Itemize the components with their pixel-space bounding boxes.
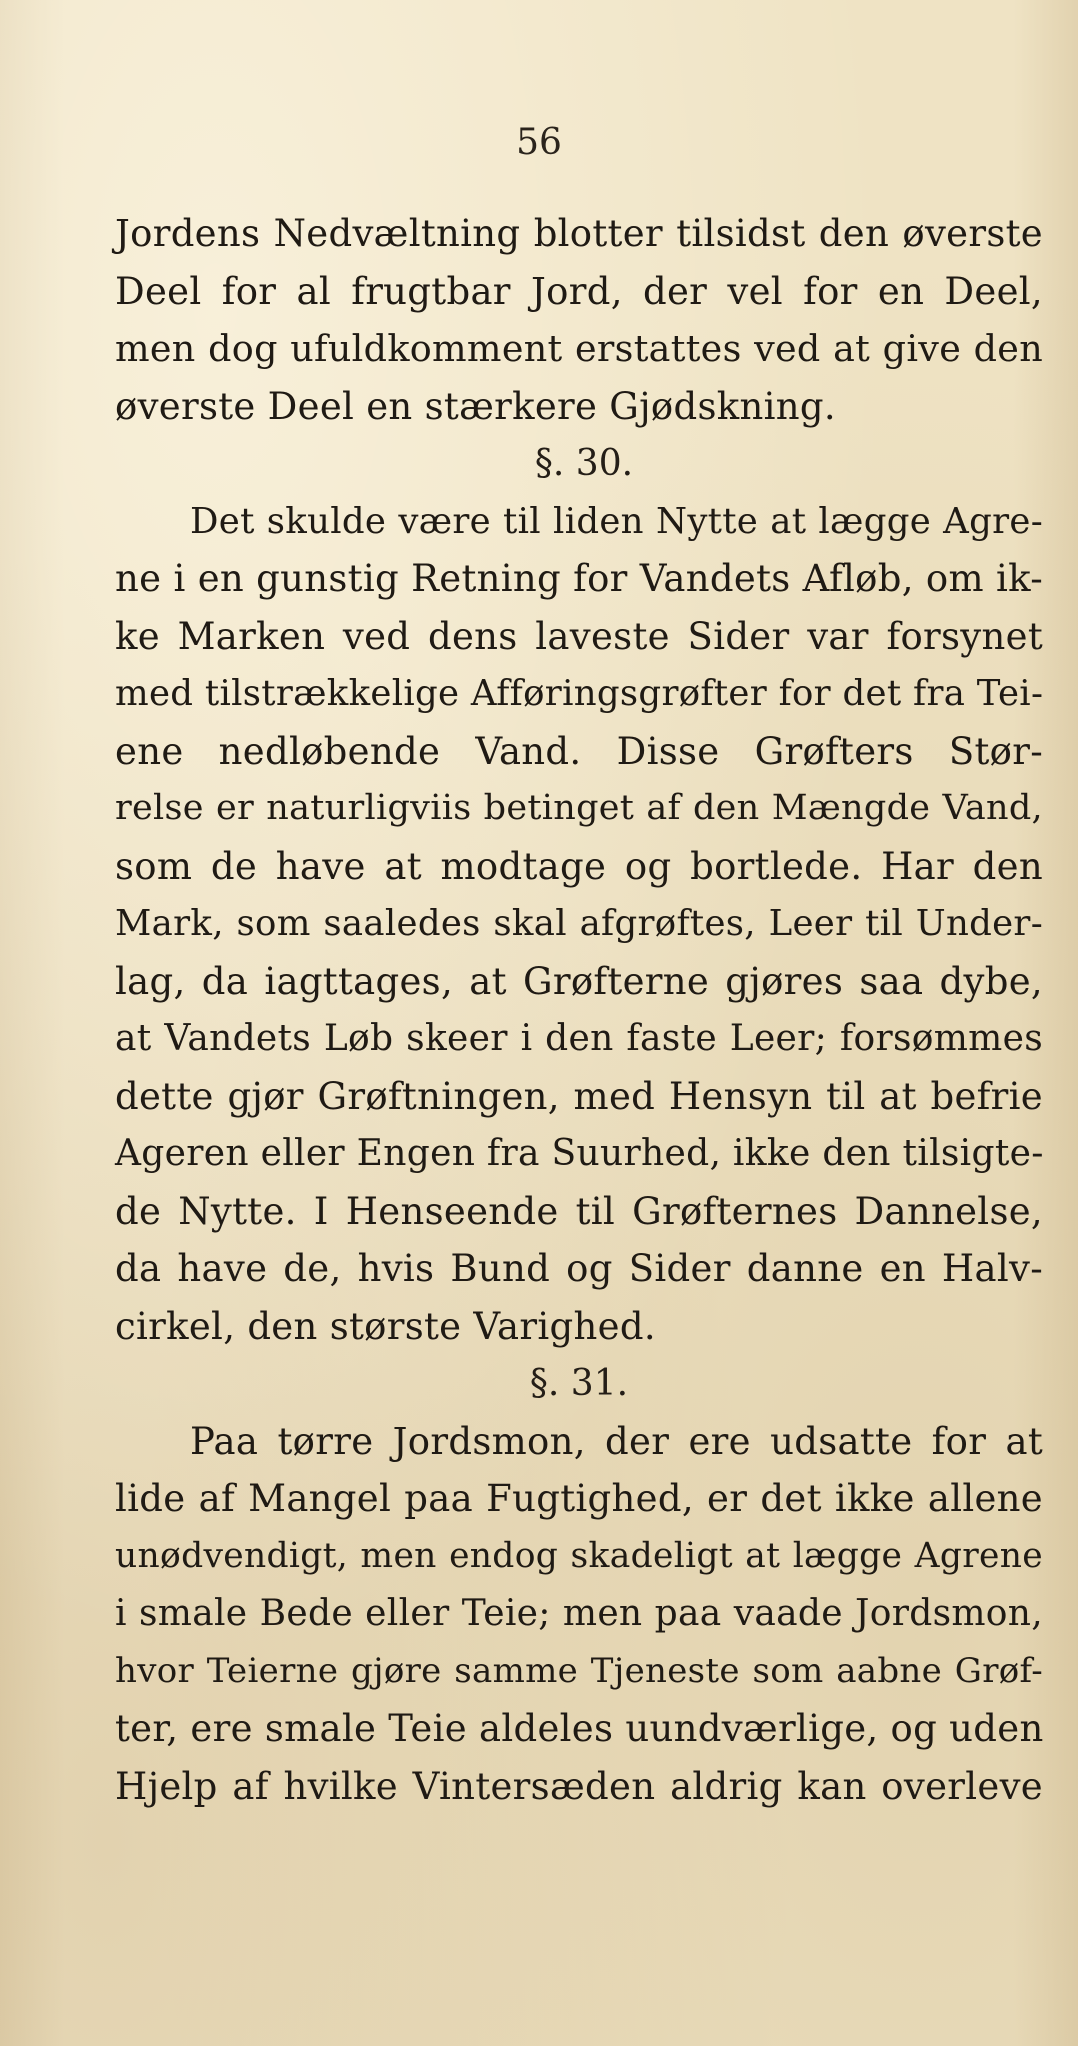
text-line: men dog ufuldkomment erstattes ved at give den: [115, 327, 1043, 370]
text-line: hvor Teierne gjøre samme Tjeneste som aabne Grøf-: [115, 1650, 1043, 1691]
text-line: Mark, som saaledes skal afgrøftes, Leer til Under-: [115, 903, 1043, 944]
section-heading-30: §. 30.: [534, 443, 634, 484]
paragraph-section-31: [115, 1413, 1043, 1816]
text-line: Deel for al frugtbar Jord, der vel for en Deel,: [115, 269, 1043, 313]
body-text: [115, 205, 1043, 1815]
text-line: ke Marken ved dens laveste Sider var forsynet: [115, 614, 1043, 658]
text-line: øverste Deel en stærkere Gjødskning.: [115, 384, 836, 428]
text-line: de Nytte. I Henseende til Grøfternes Dannelse,: [115, 1189, 1043, 1233]
text-line: med tilstrækkelige Afføringsgrøfter for det fra Tei-: [115, 673, 1044, 714]
text-line: Jordens Nedvæltning blotter tilsidst den øverste: [115, 212, 1043, 255]
text-line: i smale Bede eller Teie; men paa vaade Jordsmon,: [115, 1593, 1043, 1634]
text-line: relse er naturligviis betinget af den Mængde Vand,: [115, 788, 1043, 828]
text-line: Ageren eller Engen fra Suurhed, ikke den tilsigte-: [115, 1133, 1044, 1174]
text-line: Hjelp af hvilke Vintersæden aldrig kan overleve: [115, 1764, 1043, 1808]
section-heading-31: §. 31.: [529, 1363, 629, 1404]
text-line: cirkel, den største Varighed.: [115, 1304, 656, 1348]
text-line: lide af Mangel paa Fugtighed, er det ikke allene: [115, 1477, 1043, 1520]
text-line: lag, da iagttages, at Grøfterne gjøres saa dybe,: [115, 959, 1043, 1003]
text-line: da have de, hvis Bund og Sider danne en Halv-: [115, 1247, 1043, 1290]
text-line: som de have at modtage og bortlede. Har den: [115, 844, 1043, 888]
text-line: ter, ere smale Teie aldeles uundværlige, og uden: [115, 1707, 1044, 1750]
text-line: dette gjør Grøftningen, med Hensyn til at befrie: [115, 1074, 1043, 1118]
text-line: ne i en gunstig Retning for Vandets Afløb, om ik-: [115, 557, 1043, 600]
text-line: at Vandets Løb skeer i den faste Leer; forsømmes: [115, 1018, 1043, 1059]
text-line: ene nedløbende Vand. Disse Grøfters Stør-: [115, 729, 1043, 773]
text-line: Det skulde være til liden Nytte at lægge Agre-: [190, 500, 1043, 542]
page-number: 56: [516, 122, 562, 163]
text-line: Paa tørre Jordsmon, der ere udsatte for at: [190, 1419, 1043, 1463]
paragraph-1: [115, 205, 1043, 435]
text-line: unødvendigt, men endog skadeligt at lægge Agrene: [115, 1535, 1043, 1576]
paragraph-section-30: [115, 493, 1043, 1356]
